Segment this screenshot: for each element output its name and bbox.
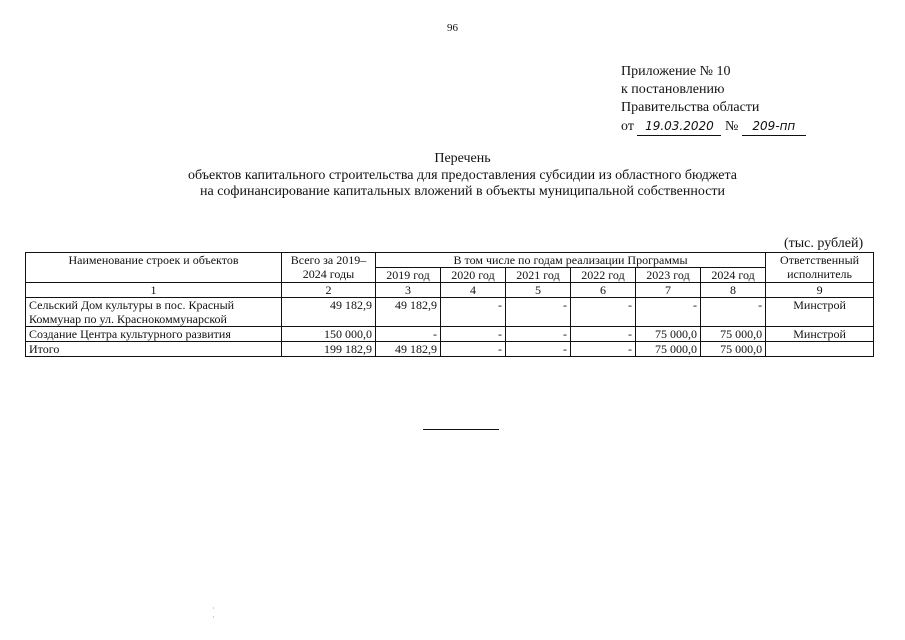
header-by-years: В том числе по годам реализации Программы	[376, 253, 766, 268]
column-number: 5	[506, 283, 571, 298]
number-label: №	[724, 119, 739, 134]
table-row	[26, 298, 874, 327]
year-value: 49 182,9	[376, 298, 441, 327]
page-number: 96	[447, 22, 458, 34]
year-value: -	[506, 298, 571, 327]
title-line-2: объектов капитального строительства для предоставления субсидии из областного бюджета	[187, 167, 738, 183]
appendix-block	[621, 63, 806, 136]
year-value: -	[571, 342, 636, 357]
executor-value: Минстрой	[766, 327, 874, 342]
header-total: Всего за 2019–2024 годы	[282, 253, 376, 283]
column-number: 4	[441, 283, 506, 298]
year-value: -	[506, 327, 571, 342]
handwritten-date: 19.03.2020	[637, 117, 721, 136]
appendix-line-1: Приложение № 10	[621, 64, 731, 79]
handwritten-number: 209-пп	[742, 117, 806, 136]
year-value: -	[571, 298, 636, 327]
column-number-row	[26, 283, 874, 298]
header-executor: Ответственный исполнитель	[766, 253, 874, 283]
year-value: 75 000,0	[701, 327, 766, 342]
year-value: -	[441, 342, 506, 357]
appendix-line-3: Правительства области	[621, 100, 760, 115]
year-value: -	[571, 327, 636, 342]
title-line-3: на софинансирование капитальных вложений в объекты муниципальной собственности	[199, 184, 726, 199]
closing-rule	[423, 429, 499, 430]
column-number: 9	[766, 283, 874, 298]
year-value: -	[441, 327, 506, 342]
column-number: 6	[571, 283, 636, 298]
header-year-2024: 2024 год	[701, 268, 766, 283]
appendix-line-2: к постановлению	[621, 82, 725, 97]
column-number: 7	[636, 283, 701, 298]
title-line-1: Перечень	[434, 151, 491, 166]
executor-value: Минстрой	[766, 298, 874, 327]
year-value: -	[636, 298, 701, 327]
scan-speck: · ·	[212, 604, 215, 622]
object-name: Итого	[26, 342, 282, 357]
year-value: 75 000,0	[701, 342, 766, 357]
total-value: 199 182,9	[282, 342, 376, 357]
header-name: Наименование строек и объектов	[26, 253, 282, 283]
header-year-2022: 2022 год	[571, 268, 636, 283]
year-value: -	[701, 298, 766, 327]
column-number: 8	[701, 283, 766, 298]
header-year-2019: 2019 год	[376, 268, 441, 283]
total-value: 49 182,9	[282, 298, 376, 327]
appendix-date-line	[621, 117, 806, 136]
year-value: 75 000,0	[636, 342, 701, 357]
column-number: 1	[26, 283, 282, 298]
document-title	[0, 151, 905, 201]
header-year-2021: 2021 год	[506, 268, 571, 283]
year-value: -	[441, 298, 506, 327]
total-value: 150 000,0	[282, 327, 376, 342]
column-number: 3	[376, 283, 441, 298]
objects-table	[25, 252, 874, 357]
year-value: -	[376, 327, 441, 342]
year-value: 75 000,0	[636, 327, 701, 342]
units-label: (тыс. рублей)	[784, 236, 864, 251]
executor-value	[766, 342, 874, 357]
year-value: 49 182,9	[376, 342, 441, 357]
column-number: 2	[282, 283, 376, 298]
object-name: Создание Центра культурного развития	[26, 327, 282, 342]
header-year-2020: 2020 год	[441, 268, 506, 283]
year-value: -	[506, 342, 571, 357]
table-row	[26, 327, 874, 342]
header-row-1	[26, 253, 874, 268]
header-year-2023: 2023 год	[636, 268, 701, 283]
object-name: Сельский Дом культуры в пос. Красный Коммунар по ул. Краснокоммунарской	[26, 298, 282, 327]
from-label: от	[621, 119, 634, 134]
total-row	[26, 342, 874, 357]
